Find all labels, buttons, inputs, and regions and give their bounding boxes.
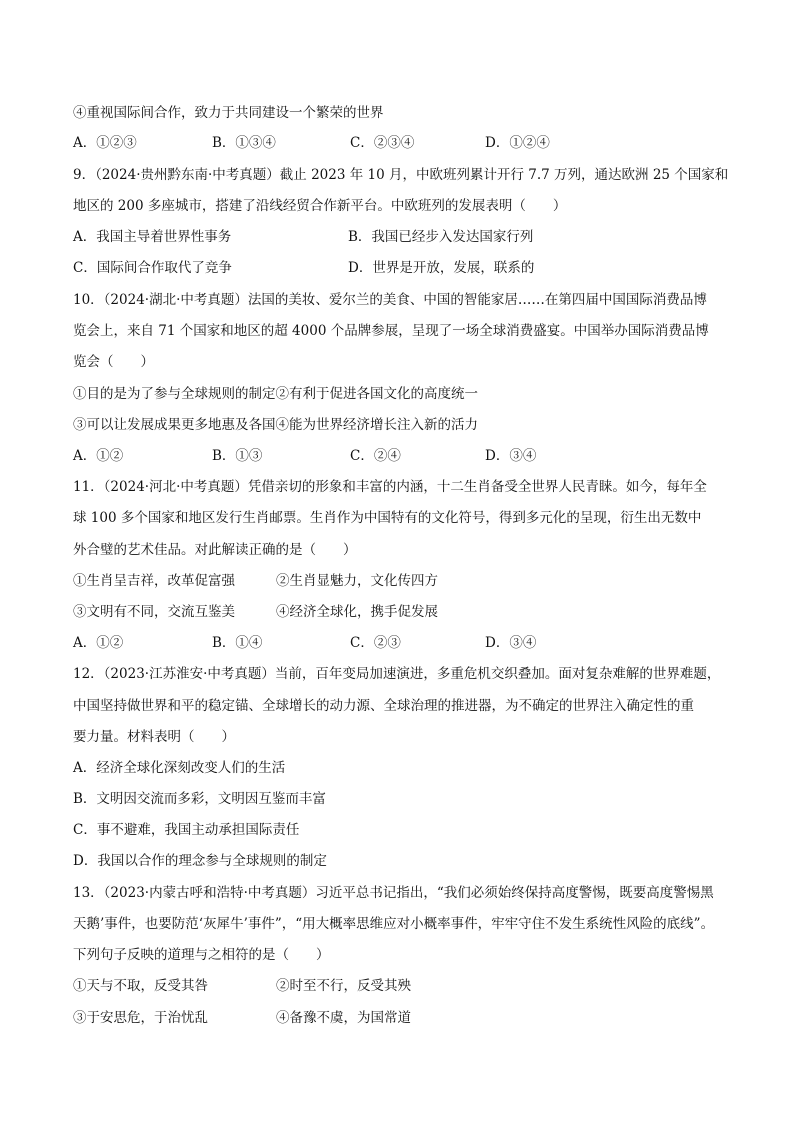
q12-option-d[interactable]: D．我国以合作的理念参与全球规则的制定	[73, 853, 327, 869]
q9-option-a[interactable]: A．我国主导着世界性事务	[73, 229, 232, 245]
q10-option-b[interactable]: B．①③	[212, 448, 263, 464]
q12-stem-line-3: 要力量。材料表明（ ）	[73, 729, 235, 745]
q11-option-a[interactable]: A．①②	[73, 635, 124, 651]
q10-statements-1-2: ①目的是为了参与全球规则的制定②有利于促进各国文化的高度统一	[73, 386, 478, 402]
q9-option-d[interactable]: D．世界是开放，发展，联系的	[348, 260, 535, 276]
q10-statements-3-4: ③可以让发展成果更多地惠及各国④能为世界经济增长注入新的活力	[73, 417, 478, 433]
q10-option-c[interactable]: C．②④	[350, 448, 401, 464]
q10-stem-line-3: 览会（ ）	[73, 354, 154, 370]
q11-option-b[interactable]: B．①④	[212, 635, 263, 651]
q11-statement-2: ②生肖显魅力，文化传四方	[276, 573, 438, 589]
q13-statement-1: ①天与不取，反受其咎	[73, 978, 208, 994]
q13-stem-line-3: 下列句子反映的道理与之相符的是（ ）	[73, 947, 330, 963]
q12-stem-line-1: 12．（2023·江苏淮安·中考真题）当前，百年变局加速演进，多重危机交织叠加。面对复杂难解的世界难题，	[73, 666, 721, 682]
q9-stem-line-1: 9．（2024·贵州黔东南·中考真题）截止 2023 年 10 月，中欧班列累计开行 7.7 万列，通达欧洲 25 个国家和	[73, 167, 729, 183]
q11-statement-1: ①生肖呈吉祥，改革促富强	[73, 573, 235, 589]
q12-stem-line-2: 中国坚持做世界和平的稳定锚、全球增长的动力源、全球治理的推进器，为不确定的世界注入确定性的重	[73, 698, 694, 714]
q11-stem-line-3: 外合璧的艺术佳品。对此解读正确的是（ ）	[73, 542, 357, 558]
q11-stem-line-1: 11．（2024·河北·中考真题）凭借亲切的形象和丰富的内涵，十二生肖备受全世界人民青睐。如今，每年全	[73, 479, 707, 495]
q10-option-d[interactable]: D．③④	[485, 448, 537, 464]
q11-stem-line-2: 球 100 多个国家和地区发行生肖邮票。生肖作为中国特有的文化符号，得到多元化的呈现，衍生出无数中	[73, 510, 702, 526]
q10-stem-line-2: 览会上，来自 71 个国家和地区的超 4000 个品牌参展，呈现了一场全球消费盛宴。中国举办国际消费品博	[73, 323, 709, 339]
q12-option-a[interactable]: A．经济全球化深刻改变人们的生活	[73, 760, 286, 776]
q8-statement-4: ④重视国际间合作，致力于共同建设一个繁荣的世界	[73, 105, 384, 121]
q11-option-c[interactable]: C．②③	[350, 635, 401, 651]
q11-statement-4: ④经济全球化，携手促发展	[276, 604, 438, 620]
q13-statement-2: ②时至不行，反受其殃	[276, 978, 411, 994]
q8-option-a[interactable]: A．①②③	[73, 135, 137, 151]
q10-stem-line-1: 10．（2024·湖北·中考真题）法国的美妆、爱尔兰的美食、中国的智能家居……在第四届中国国际消费品博	[73, 292, 707, 308]
q9-option-b[interactable]: B．我国已经步入发达国家行列	[348, 229, 534, 245]
q12-option-b[interactable]: B．文明因交流而多彩，文明因互鉴而丰富	[73, 791, 326, 807]
q8-option-b[interactable]: B．①③④	[212, 135, 276, 151]
q10-option-a[interactable]: A．①②	[73, 448, 124, 464]
q9-stem-line-2: 地区的 200 多座城市，搭建了沿线经贸合作新平台。中欧班列的发展表明（ ）	[73, 198, 567, 214]
q13-statement-4: ④备豫不虞，为国常道	[276, 1010, 411, 1026]
q8-option-d[interactable]: D．①②④	[485, 135, 550, 151]
q13-statement-3: ③于安思危，于治忧乱	[73, 1010, 208, 1026]
q11-option-d[interactable]: D．③④	[485, 635, 537, 651]
q13-stem-line-1: 13．（2023·内蒙古呼和浩特·中考真题）习近平总书记指出，“我们必须始终保持高度警惕，既要高度警惕黑	[73, 885, 714, 901]
q8-option-c[interactable]: C．②③④	[350, 135, 415, 151]
q9-option-c[interactable]: C．国际间合作取代了竞争	[73, 260, 232, 276]
q13-stem-line-2: 天鹅’事件，也要防范‘灰犀牛’事件”，“用大概率思维应对小概率事件，牢牢守住不发生系统性风险的底线”。	[73, 916, 715, 932]
q12-option-c[interactable]: C．事不避难，我国主动承担国际责任	[73, 822, 300, 838]
q11-statement-3: ③文明有不同，交流互鉴美	[73, 604, 235, 620]
